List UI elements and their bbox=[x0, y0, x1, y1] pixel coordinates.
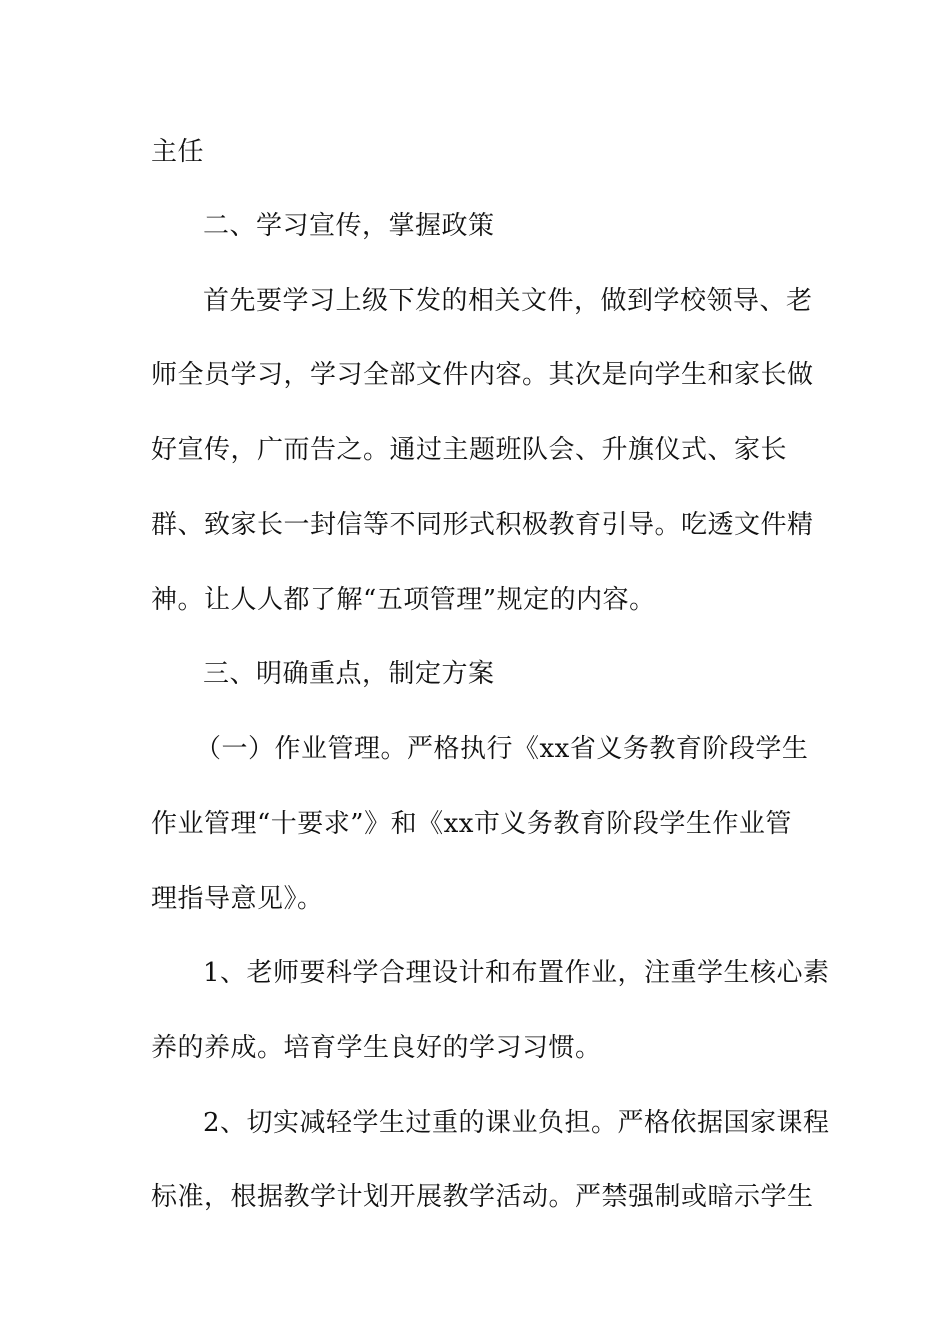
paragraph-line: 好宣传，广而告之。通过主题班队会、升旗仪式、家长 bbox=[151, 435, 788, 465]
paragraph-line: 群、致家长一封信等不同形式积极教育引导。吃透文件精 bbox=[151, 510, 814, 540]
list-item-line: 2、切实减轻学生过重的课业负担。严格依据国家课程 bbox=[203, 1108, 830, 1138]
paragraph-line: 神。让人人都了解“五项管理”规定的内容。 bbox=[151, 585, 656, 615]
subsection-heading-line: （一）作业管理。严格执行《xx省义务教育阶段学生 bbox=[195, 734, 809, 764]
section-heading-3: 三、明确重点，制定方案 bbox=[203, 659, 495, 689]
list-item-line: 养的养成。培育学生良好的学习习惯。 bbox=[151, 1033, 602, 1063]
paragraph-line: 作业管理“十要求”》和《xx市义务教育阶段学生作业管 bbox=[151, 809, 792, 839]
paragraph-line: 首先要学习上级下发的相关文件，做到学校领导、老 bbox=[203, 286, 813, 316]
paragraph-line: 理指导意见》。 bbox=[151, 884, 324, 914]
list-item-line: 标准，根据教学计划开展教学活动。严禁强制或暗示学生 bbox=[151, 1182, 814, 1212]
paragraph-line: 师全员学习，学习全部文件内容。其次是向学生和家长做 bbox=[151, 360, 814, 390]
list-item-line: 1、老师要科学合理设计和布置作业，注重学生核心素 bbox=[203, 958, 830, 988]
text-line-continuation: 主任 bbox=[151, 137, 205, 167]
section-heading-2: 二、学习宣传，掌握政策 bbox=[203, 211, 495, 241]
